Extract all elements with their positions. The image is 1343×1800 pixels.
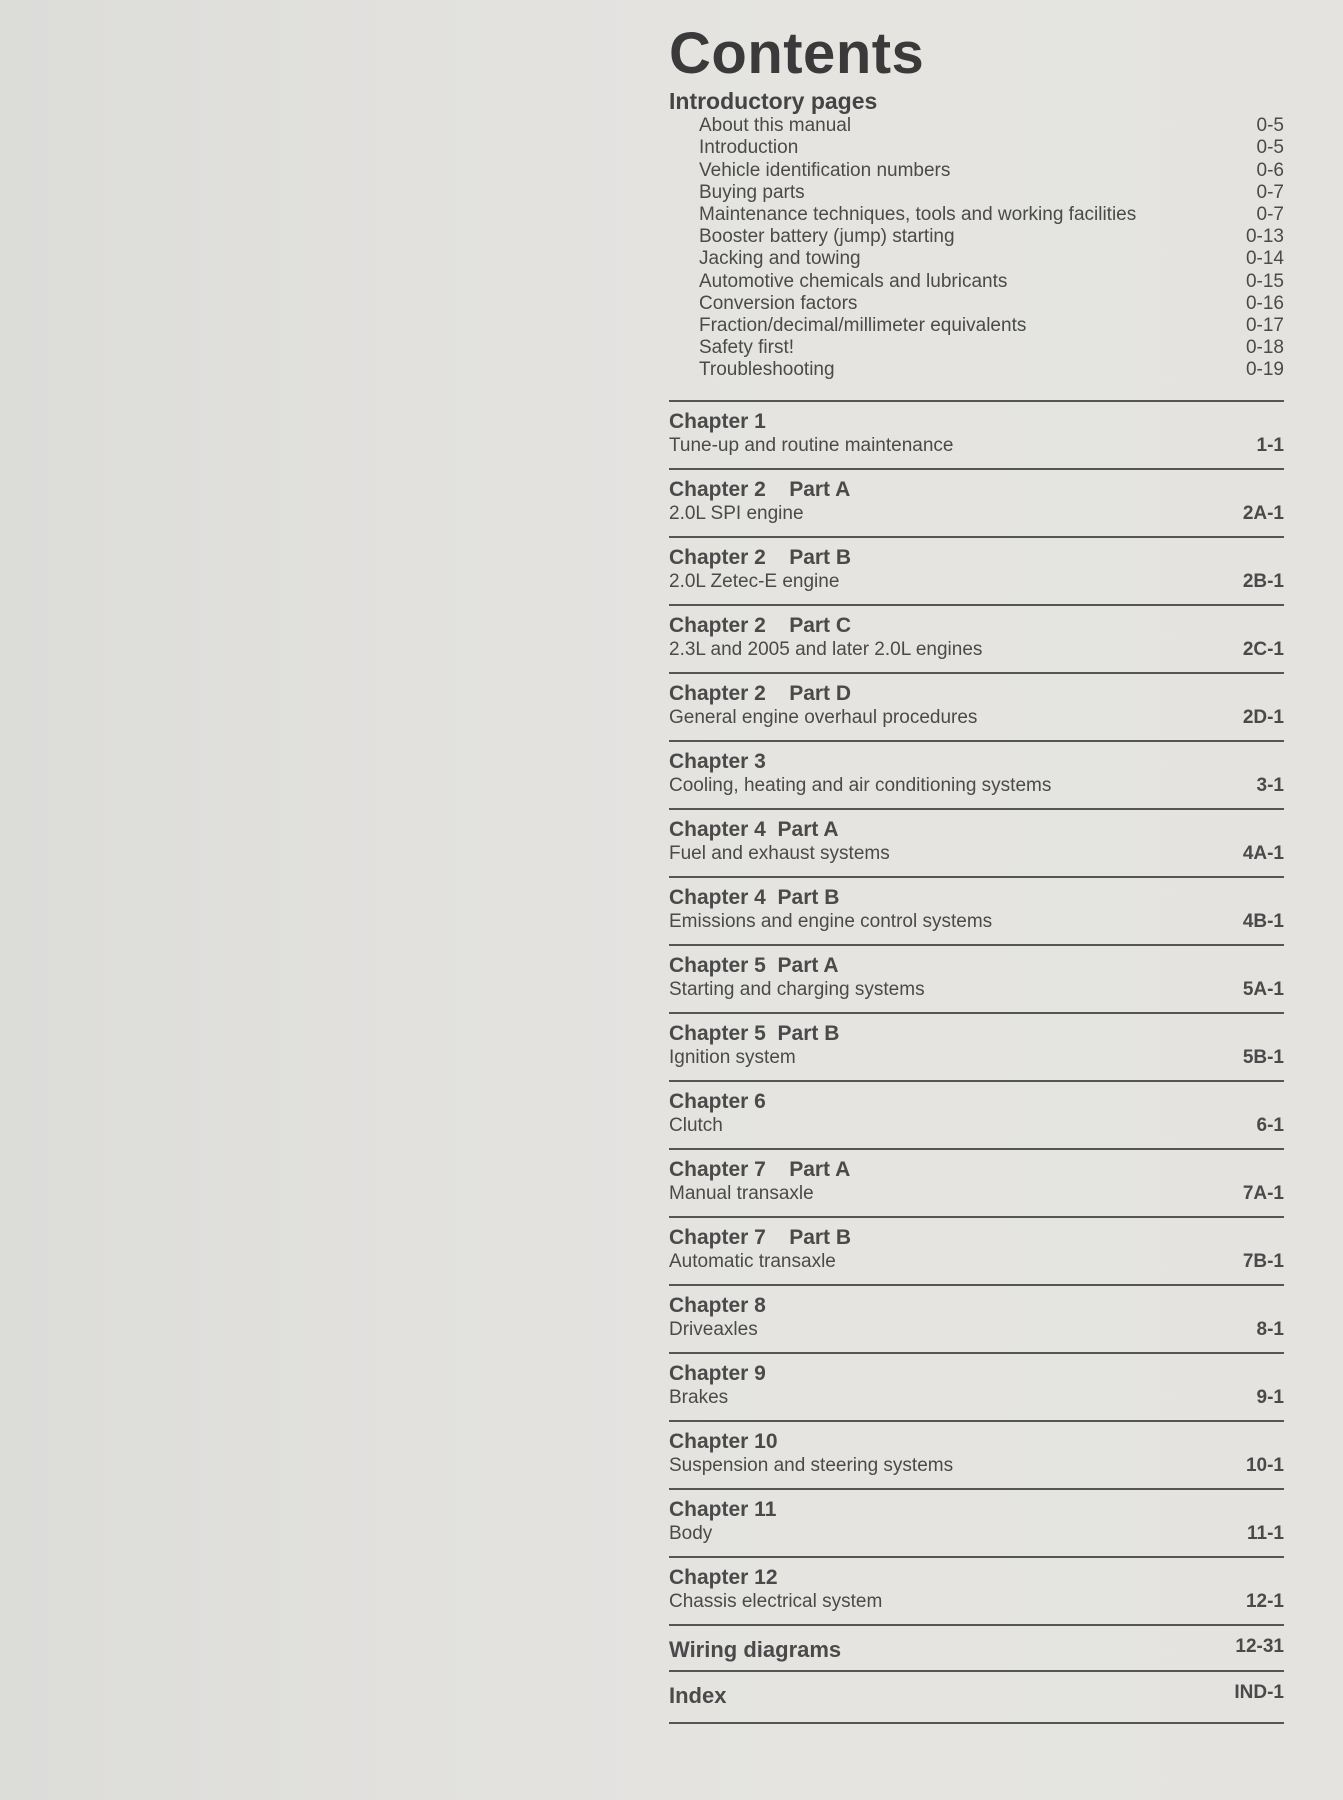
chapter-entry[interactable] <box>669 470 1284 538</box>
chapter-title: Chapter 2 Part A <box>669 478 851 502</box>
intro-item-page: 0-18 <box>1245 337 1284 359</box>
intro-item[interactable] <box>669 136 1284 158</box>
intro-item-label: Jacking and towing <box>699 248 861 270</box>
chapter-subtitle: Suspension and steering systems <box>669 1455 954 1477</box>
chapter-page: 10-1 <box>1245 1455 1284 1477</box>
chapter-subtitle: Brakes <box>669 1387 729 1409</box>
chapter-title: Chapter 11 <box>669 1498 777 1522</box>
chapter-page: 4B-1 <box>1242 911 1284 933</box>
chapter-subtitle: Clutch <box>669 1115 723 1137</box>
intro-item[interactable] <box>669 158 1284 180</box>
intro-item-label: Introduction <box>699 137 799 159</box>
chapter-subtitle: Tune-up and routine maintenance <box>669 435 954 457</box>
chapter-page: 2D-1 <box>1242 707 1284 729</box>
chapter-title: Chapter 4 Part B <box>669 886 840 910</box>
chapter-title: Chapter 5 Part B <box>669 1022 840 1046</box>
chapter-page: 2A-1 <box>1242 503 1284 525</box>
extras-list <box>669 1626 1284 1724</box>
wiring-diagrams-entry[interactable] <box>669 1626 1284 1672</box>
chapter-page: 2C-1 <box>1242 639 1284 661</box>
page-title: Contents <box>669 21 925 86</box>
chapter-page: 5B-1 <box>1242 1047 1284 1069</box>
intro-item-label: Buying parts <box>699 181 805 203</box>
chapter-entry[interactable] <box>669 1150 1284 1218</box>
intro-item-label: Troubleshooting <box>699 359 835 381</box>
intro-item-page: 0-7 <box>1256 203 1284 225</box>
chapter-title: Chapter 7 Part A <box>669 1158 851 1182</box>
intro-item[interactable] <box>669 114 1284 136</box>
intro-item-page: 0-7 <box>1256 181 1284 203</box>
intro-item-page: 0-16 <box>1245 292 1284 314</box>
chapter-page: 3-1 <box>1256 775 1284 797</box>
chapter-title: Chapter 4 Part A <box>669 818 839 842</box>
chapter-title: Chapter 10 <box>669 1430 778 1454</box>
intro-item-page: 0-17 <box>1245 314 1284 336</box>
chapter-page: 5A-1 <box>1242 979 1284 1001</box>
chapter-subtitle: Starting and charging systems <box>669 979 925 1001</box>
chapter-title: Chapter 5 Part A <box>669 954 839 978</box>
intro-list <box>669 114 1284 380</box>
intro-item-page: 0-6 <box>1256 159 1284 181</box>
chapter-page: 9-1 <box>1256 1387 1284 1409</box>
chapter-entry[interactable] <box>669 1490 1284 1558</box>
extra-title: Wiring diagrams <box>669 1637 842 1663</box>
intro-item[interactable] <box>669 181 1284 203</box>
intro-item-page: 0-5 <box>1256 115 1284 137</box>
intro-item-label: Fraction/decimal/millimeter equivalents <box>699 314 1027 336</box>
chapter-entry[interactable] <box>669 1354 1284 1422</box>
chapter-title: Chapter 12 <box>669 1566 778 1590</box>
chapter-subtitle: Body <box>669 1523 713 1545</box>
intro-item[interactable] <box>669 314 1284 336</box>
intro-item[interactable] <box>669 358 1284 380</box>
chapter-entry[interactable] <box>669 878 1284 946</box>
intro-item-page: 0-19 <box>1245 359 1284 381</box>
intro-item-label: About this manual <box>699 115 852 137</box>
chapter-entry[interactable] <box>669 1014 1284 1082</box>
chapter-title: Chapter 6 <box>669 1090 766 1114</box>
chapter-page: 8-1 <box>1256 1319 1284 1341</box>
intro-item-label: Automotive chemicals and lubricants <box>699 270 1008 292</box>
intro-item-label: Vehicle identification numbers <box>699 159 951 181</box>
extra-page: 12-31 <box>1235 1636 1284 1658</box>
chapter-title: Chapter 9 <box>669 1362 766 1386</box>
intro-item-page: 0-14 <box>1245 248 1284 270</box>
chapter-subtitle: Emissions and engine control systems <box>669 911 993 933</box>
intro-item-page: 0-5 <box>1256 137 1284 159</box>
chapter-list <box>669 402 1284 1626</box>
intro-item[interactable] <box>669 269 1284 291</box>
chapter-subtitle: Driveaxles <box>669 1319 758 1341</box>
intro-heading: Introductory pages <box>669 88 878 114</box>
chapter-title: Chapter 8 <box>669 1294 766 1318</box>
intro-item-label: Maintenance techniques, tools and working facilities <box>699 203 1137 225</box>
intro-item-page: 0-13 <box>1245 226 1284 248</box>
intro-item[interactable] <box>669 336 1284 358</box>
table-of-contents <box>669 22 1284 1724</box>
chapter-subtitle: Manual transaxle <box>669 1183 814 1205</box>
chapter-page: 6-1 <box>1256 1115 1284 1137</box>
chapter-title: Chapter 7 Part B <box>669 1226 852 1250</box>
intro-item[interactable] <box>669 292 1284 314</box>
extra-title: Index <box>669 1683 727 1709</box>
chapter-entry[interactable] <box>669 402 1284 470</box>
chapter-entry[interactable] <box>669 1558 1284 1626</box>
chapter-subtitle: 2.0L SPI engine <box>669 503 804 525</box>
chapter-subtitle: Fuel and exhaust systems <box>669 843 890 865</box>
chapter-entry[interactable] <box>669 538 1284 606</box>
intro-item[interactable] <box>669 203 1284 225</box>
chapter-page: 1-1 <box>1256 435 1284 457</box>
intro-item-label: Conversion factors <box>699 292 858 314</box>
intro-item-label: Booster battery (jump) starting <box>699 226 955 248</box>
chapter-subtitle: General engine overhaul procedures <box>669 707 978 729</box>
chapter-subtitle: 2.0L Zetec-E engine <box>669 571 840 593</box>
chapter-title: Chapter 2 Part C <box>669 614 852 638</box>
chapter-page: 4A-1 <box>1242 843 1284 865</box>
extra-page: IND-1 <box>1234 1682 1284 1704</box>
chapter-title: Chapter 1 <box>669 410 766 434</box>
intro-item[interactable] <box>669 247 1284 269</box>
chapter-subtitle: Cooling, heating and air conditioning systems <box>669 775 1052 797</box>
chapter-subtitle: Chassis electrical system <box>669 1591 883 1613</box>
chapter-entry[interactable] <box>669 1082 1284 1150</box>
chapter-page: 7A-1 <box>1242 1183 1284 1205</box>
chapter-entry[interactable] <box>669 742 1284 810</box>
chapter-title: Chapter 3 <box>669 750 766 774</box>
chapter-entry[interactable] <box>669 1422 1284 1490</box>
chapter-entry[interactable] <box>669 946 1284 1014</box>
chapter-page: 7B-1 <box>1242 1251 1284 1273</box>
chapter-entry[interactable] <box>669 606 1284 674</box>
chapter-entry[interactable] <box>669 674 1284 742</box>
intro-item[interactable] <box>669 225 1284 247</box>
chapter-entry[interactable] <box>669 1286 1284 1354</box>
chapter-subtitle: Ignition system <box>669 1047 796 1069</box>
chapter-title: Chapter 2 Part D <box>669 682 852 706</box>
chapter-title: Chapter 2 Part B <box>669 546 852 570</box>
intro-item-page: 0-15 <box>1245 270 1284 292</box>
index-entry[interactable] <box>669 1672 1284 1724</box>
chapter-page: 11-1 <box>1247 1523 1284 1545</box>
chapter-page: 2B-1 <box>1242 571 1284 593</box>
chapter-subtitle: 2.3L and 2005 and later 2.0L engines <box>669 639 983 661</box>
chapter-entry[interactable] <box>669 810 1284 878</box>
chapter-entry[interactable] <box>669 1218 1284 1286</box>
chapter-subtitle: Automatic transaxle <box>669 1251 836 1273</box>
intro-item-label: Safety first! <box>699 337 795 359</box>
chapter-page: 12-1 <box>1245 1591 1284 1613</box>
